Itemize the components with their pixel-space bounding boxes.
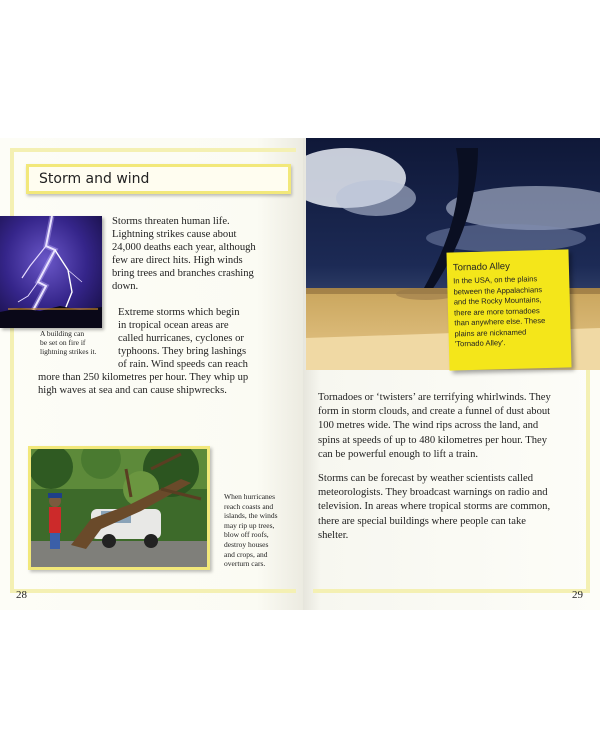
text-line: Lightning strikes cause about [112,229,237,240]
text-line: bring trees and branches crashing [112,268,254,279]
text-line: 100 metres wide. The wind rips across the land, and [318,420,539,432]
caption-line: may rip up trees, [224,520,275,530]
text-line: more than 250 kilometres per hour. They whip up [38,372,249,383]
text-line: high waves at sea and can cause shipwrecks. [38,385,227,396]
caption-line: When hurricanes [224,492,276,501]
caption-line: be set on fire if [40,338,86,347]
callout-line: than anywhere else. These [454,316,546,328]
text-line: Storms threaten human life. [112,216,230,227]
callout-text [453,274,567,350]
text-line: in tropical ocean areas are [118,320,229,331]
page-number-left: 28 [16,589,27,601]
caption-line: lightning strikes it. [40,347,97,356]
text-line: shelter. [318,529,349,541]
text-line: television. In areas where tropical storms are common, [318,501,551,513]
callout-title: Tornado Alley [452,260,511,274]
text-line: typhoons. They bring lashings [118,346,247,357]
text-line: form in storm clouds, and create a funnel of dust about [318,406,551,418]
callout-line: there are more tornadoes [453,305,540,317]
callout-line: between the Appalachians [453,284,543,296]
intro-paragraph [112,215,292,293]
text-line: of rain. Wind speeds can reach [118,359,248,370]
text-line: Tornadoes or ‘twisters’ are terrifying whirlwinds. They [318,392,551,403]
tornado-alley-callout [446,249,571,370]
text-line: called hurricanes, cyclones or [118,333,244,344]
text-line: can be powerful enough to lift a train. [318,448,479,460]
fallen-tree-photo [28,446,210,570]
tree-caption [224,492,299,569]
caption-line: overturn cars. [224,559,266,569]
caption-line: and crops, and [224,549,268,559]
text-line: meteorologists. They broadcast warnings on radio and [318,487,548,499]
page-number-right: 29 [572,589,583,601]
tornado-paragraph [318,391,594,462]
title-banner [26,164,291,194]
caption-line: A building can [40,329,85,338]
hurricane-paragraph-bottom [38,371,298,397]
text-line: Extreme storms which begin [118,307,240,318]
callout-line: In the USA, on the plains [453,274,538,286]
lightning-caption [40,329,120,356]
caption-line: blow off roofs, [224,530,269,540]
caption-line: islands, the winds [224,511,278,521]
hurricane-paragraph-top [118,306,293,371]
caption-line: destroy houses [224,539,269,549]
text-line: spins at speeds of up to 480 kilometres per hour. They [318,434,548,446]
callout-line: and the Rocky Mountains, [453,295,542,307]
text-line: few are direct hits. High winds [112,255,243,266]
text-line: there are special buildings where people can take [318,515,526,527]
page-title: Storm and wind [39,171,150,187]
text-line: down. [112,281,139,292]
text-line: Storms can be forecast by weather scientists called [318,473,534,484]
callout-line: plains are nicknamed [454,327,527,338]
text-line: 24,000 deaths each year, although [112,242,256,253]
lightning-photo [0,216,102,328]
caption-line: reach coasts and [224,501,274,511]
forecast-paragraph [318,472,594,543]
book-spread [0,138,600,610]
callout-line: 'Tornado Alley'. [454,338,506,349]
